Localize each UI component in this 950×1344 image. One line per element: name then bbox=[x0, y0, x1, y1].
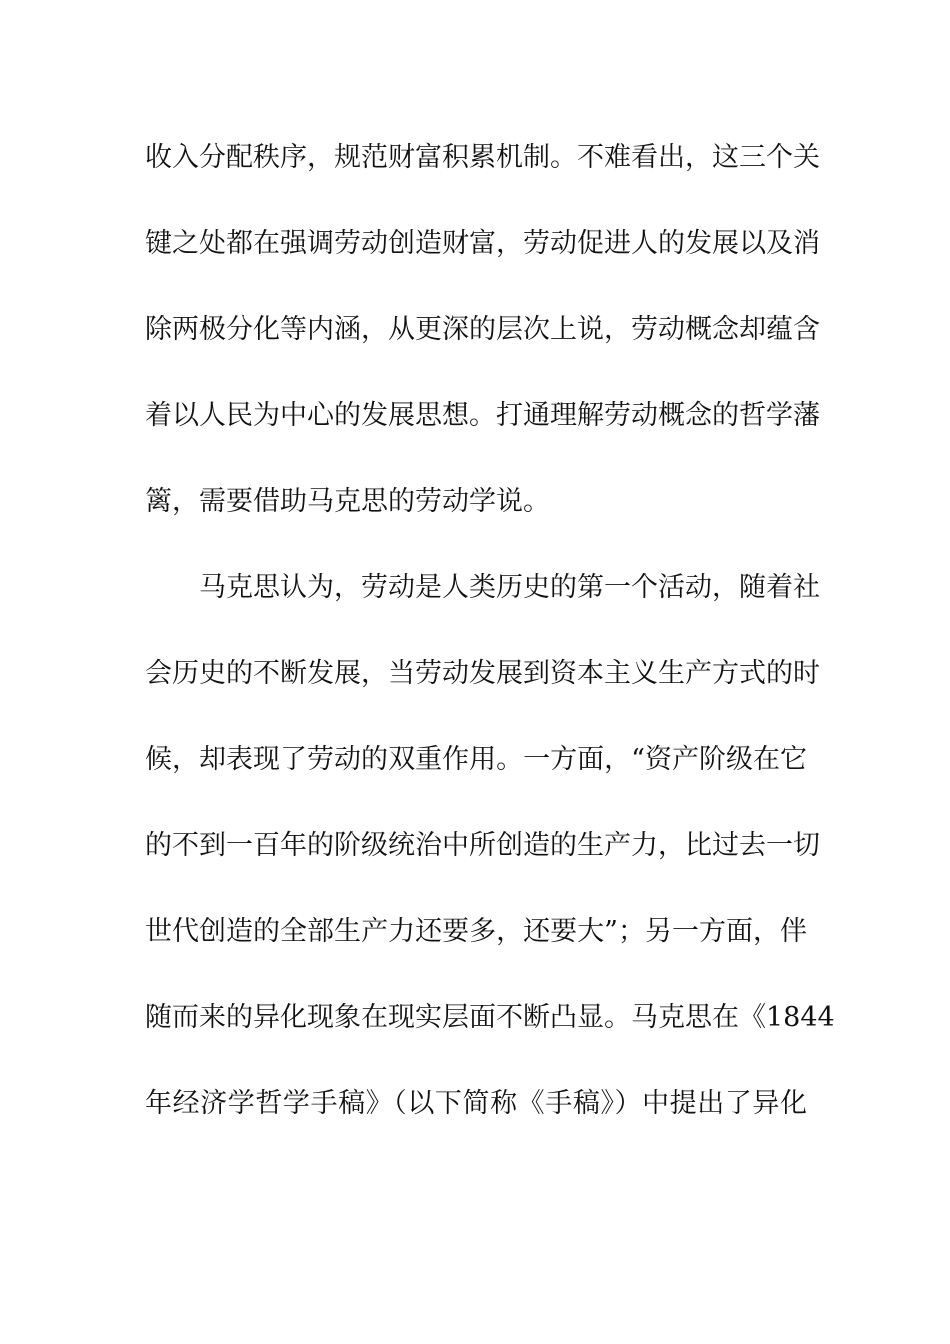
text-line: 的不到一百年的阶级统治中所创造的生产力，比过去一切 bbox=[145, 830, 820, 861]
text-line: 键之处都在强调劳动创造财富，劳动促进人的发展以及消 bbox=[145, 228, 820, 259]
text-line: 篱，需要借助马克思的劳动学说。 bbox=[145, 486, 550, 517]
text-line: 候，却表现了劳动的双重作用。一方面，“资产阶级在它 bbox=[145, 744, 807, 775]
text-line: 世代创造的全部生产力还要多，还要大”；另一方面，伴 bbox=[145, 916, 807, 947]
text-line: 年经济学哲学手稿》（以下简称《手稿》）中提出了异化 bbox=[145, 1088, 807, 1119]
text-line: 马克思认为，劳动是人类历史的第一个活动，随着社 bbox=[199, 572, 820, 603]
text-line: 收入分配秩序，规范财富积累机制。不难看出，这三个关 bbox=[145, 142, 820, 173]
text-line: 除两极分化等内涵，从更深的层次上说，劳动概念却蕴含 bbox=[145, 314, 820, 345]
text-line: 着以人民为中心的发展思想。打通理解劳动概念的哲学藩 bbox=[145, 400, 820, 431]
text-line: 会历史的不断发展，当劳动发展到资本主义生产方式的时 bbox=[145, 658, 820, 689]
text-line: 随而来的异化现象在现实层面不断凸显。马克思在《1844 bbox=[145, 1002, 835, 1033]
